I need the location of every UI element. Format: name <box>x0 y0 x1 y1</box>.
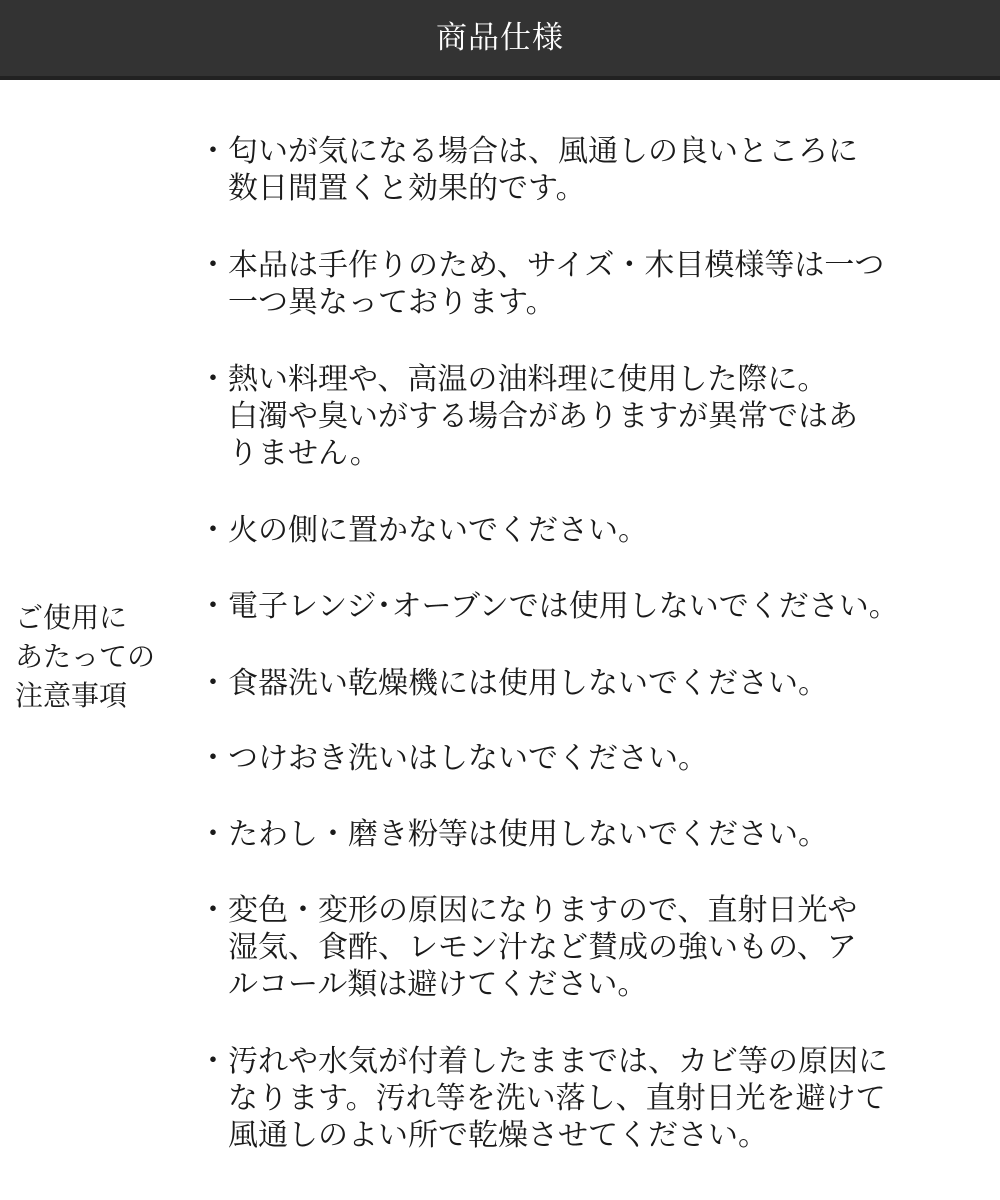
bullet: ・ <box>198 666 228 701</box>
caution-list <box>198 0 988 1200</box>
caution-line: 風通しのよい所で乾燥させてください。 <box>228 1118 768 1153</box>
section-label <box>15 598 185 715</box>
caution-line: 数日間置くと効果的です。 <box>228 171 586 206</box>
bullet: ・ <box>198 248 228 283</box>
caution-line: 火の側に置かないでください。 <box>228 513 648 548</box>
caution-line: 湿気、食酢、レモン汁など賛成の強いもの、ア <box>228 930 857 965</box>
bullet: ・ <box>198 513 228 548</box>
section-label-line: 注意事項 <box>15 679 128 712</box>
caution-line: つけおき洗いはしないでください。 <box>228 741 708 776</box>
bullet: ・ <box>198 589 228 624</box>
caution-line: 食器洗い乾燥機には使用しないでください。 <box>228 666 828 701</box>
bullet: ・ <box>198 893 228 928</box>
caution-line: 変色・変形の原因になりますので、直射日光や <box>228 893 858 928</box>
caution-line: 熱い料理や、高温の油料理に使用した際に。 <box>228 362 828 397</box>
section-label-line: ご使用に <box>15 601 128 634</box>
bullet: ・ <box>198 134 228 169</box>
caution-line: 匂いが気になる場合は、風通しの良いところに <box>228 134 858 169</box>
caution-line: 一つ異なっております。 <box>228 285 556 320</box>
page-title: 商品仕様 <box>436 19 564 56</box>
caution-line: 汚れや水気が付着したままでは、カビ等の原因に <box>228 1044 888 1079</box>
caution-line: 本品は手作りのため、サイズ・木目模様等は一つ <box>228 248 885 283</box>
bullet: ・ <box>198 817 228 852</box>
caution-line: ルコール類は避けてください。 <box>228 967 648 1002</box>
caution-line: りません。 <box>228 436 380 471</box>
caution-line: 電子レンジ･オーブンでは使用しないでください。 <box>228 589 899 624</box>
caution-line: たわし・磨き粉等は使用しないでください。 <box>228 817 828 852</box>
bullet: ・ <box>198 362 228 397</box>
section-label-line: あたっての <box>15 640 156 673</box>
caution-line: なります。汚れ等を洗い落し、直射日光を避けて <box>228 1081 886 1116</box>
bullet: ・ <box>198 1044 228 1079</box>
bullet: ・ <box>198 741 228 776</box>
caution-line: 白濁や臭いがする場合がありますが異常ではあ <box>228 399 858 434</box>
